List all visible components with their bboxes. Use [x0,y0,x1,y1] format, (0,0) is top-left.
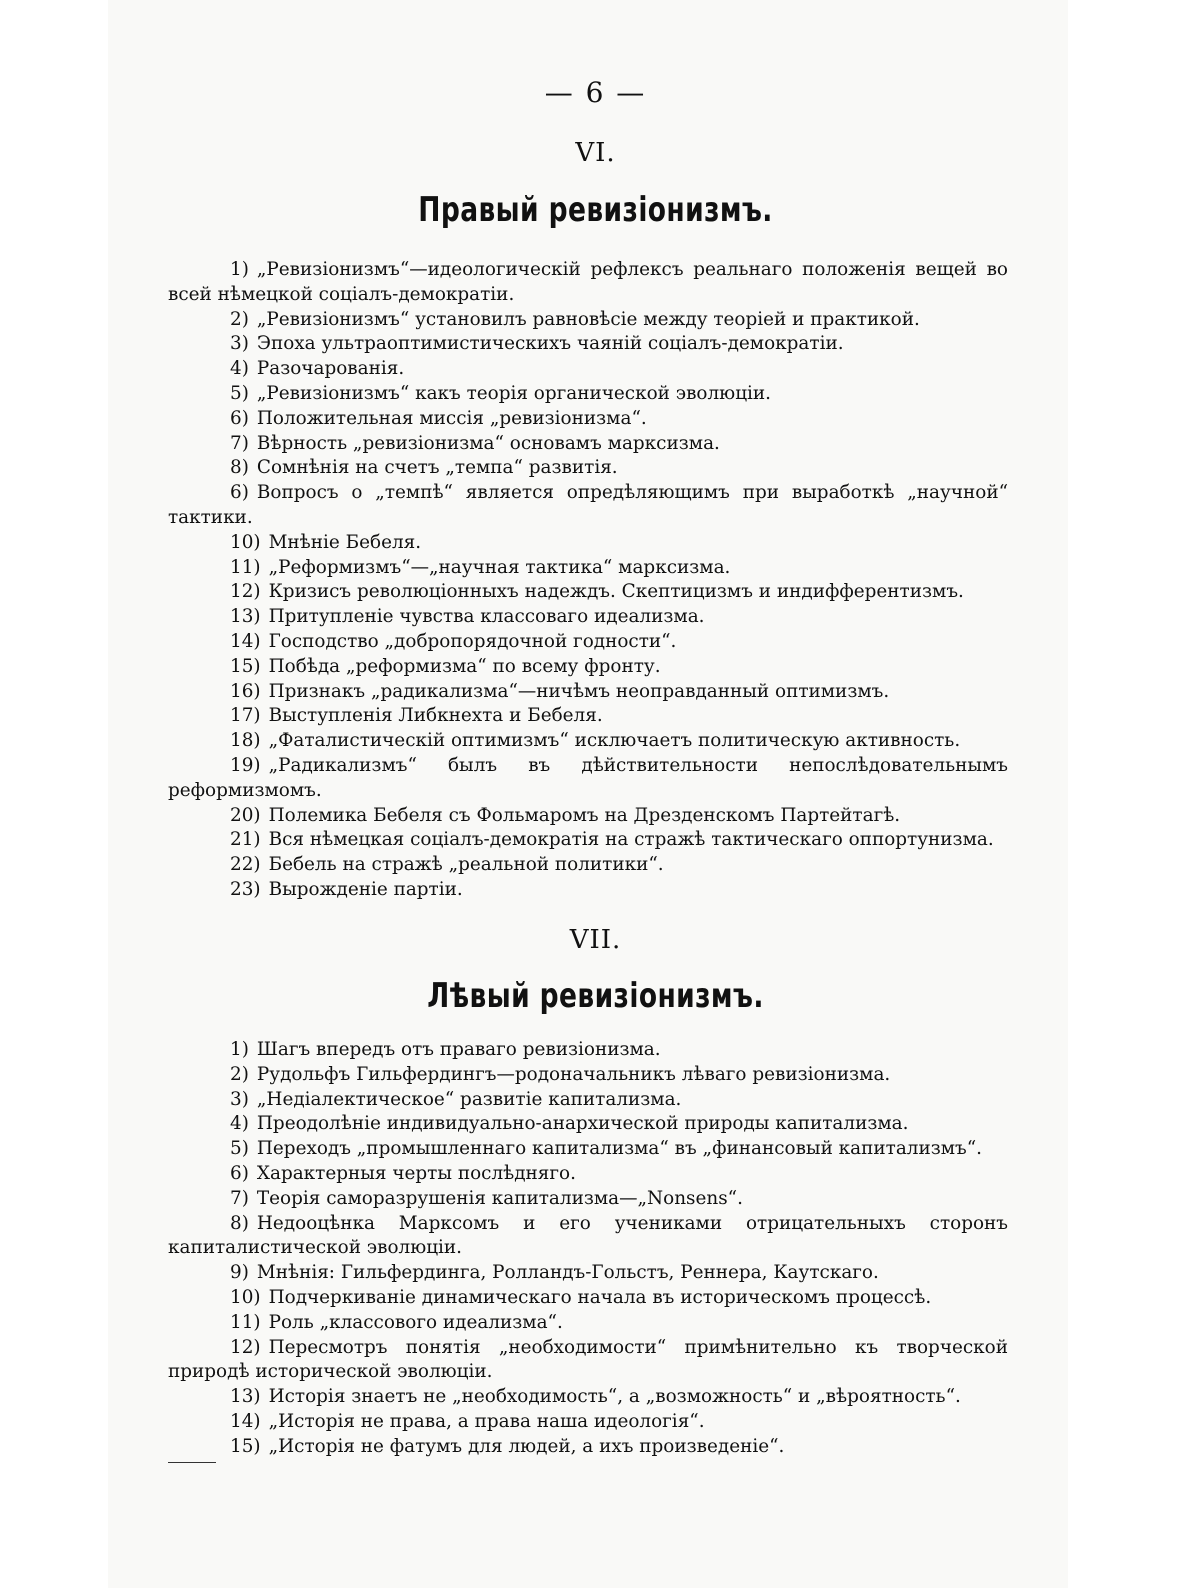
list-item [168,481,1008,531]
item-text: Положительная миссія „ревизіонизма“. [256,407,647,429]
item-text: „Ревизіонизмъ“ какъ теорія органической эволюціи. [256,382,772,404]
item-number: 6) [230,482,249,504]
list-item [168,556,1008,581]
item-number: 17) [230,705,261,727]
list-item [168,1336,1008,1386]
list-item [168,853,1008,878]
item-number: 4) [230,1113,249,1135]
section-6-list [168,258,1008,903]
item-number: 20) [230,804,261,826]
section-7-numeral: VII. [569,925,622,955]
item-number: 1) [230,1039,249,1060]
item-text: Рудольфъ Гильфердингъ—родоначальникъ лѣваго ревизіонизма. [256,1063,891,1085]
list-item [168,1088,1008,1113]
item-text: Характерныя черты послѣдняго. [256,1162,576,1184]
item-text: Бебель на стражѣ „реальной политики“. [268,854,664,876]
list-item [168,1435,1008,1460]
item-text: „Фаталистическій оптимизмъ“ исключаетъ политическую активность. [268,730,961,752]
item-number: 6) [230,407,249,429]
item-number: 11) [230,556,261,578]
list-item [168,1162,1008,1187]
list-item [168,1063,1008,1088]
page-number: — 6 — [544,76,647,109]
item-number: 11) [230,1311,261,1333]
item-number: 23) [230,878,261,900]
list-item [168,1261,1008,1286]
list-item [168,258,1008,308]
section-7-title: Лѣвый ревизіонизмъ. [427,976,764,1016]
item-text: „Радикализмъ“ былъ въ дѣйствительности непослѣдовательнымъ реформизмомъ. [168,754,1008,801]
list-item [168,1187,1008,1212]
item-number: 14) [230,1410,261,1432]
item-number: 22) [230,854,261,876]
list-item [168,729,1008,754]
list-item [168,382,1008,407]
item-text: Притупленіе чувства классоваго идеализма. [268,606,705,628]
list-item [168,1385,1008,1410]
list-item [168,1212,1008,1262]
list-item [168,531,1008,556]
list-item [168,680,1008,705]
item-number: 19) [230,754,261,776]
item-text: Переходъ „промышленнаго капитализма“ въ „финансовый капитализмъ“. [256,1138,983,1160]
list-item [168,1137,1008,1162]
section-6-numeral: VI. [575,138,616,168]
section-6-title: Правый ревизіонизмъ. [418,190,773,230]
item-number: 12) [230,1336,261,1358]
item-text: Исторія знаетъ не „необходимость“, а „возможность“ и „вѣроятность“. [268,1386,961,1408]
item-text: Пересмотръ понятія „необходимости“ примѣнительно къ творческой природѣ исторической эволюціи. [168,1336,1008,1383]
section-7-list [168,1038,1008,1460]
item-number: 5) [230,382,249,404]
list-item [168,456,1008,481]
item-number: 13) [230,1386,261,1408]
item-number: 12) [230,581,261,603]
footnote-rule [168,1462,216,1463]
item-text: „Исторія не фатумъ для людей, а ихъ произведеніе“. [268,1435,785,1457]
list-item [168,1286,1008,1311]
list-item [168,407,1008,432]
item-number: 6) [230,1162,249,1184]
item-number: 14) [230,630,261,652]
item-text: Мнѣніе Бебеля. [268,531,422,553]
item-number: 15) [230,1435,261,1457]
item-number: 1) [230,259,249,280]
item-text: Кризисъ революціонныхъ надеждъ. Скептицизмъ и индифферентизмъ. [268,581,964,603]
item-text: „Недіалектическое“ развитіе капитализма. [256,1088,682,1110]
list-item [168,1311,1008,1336]
list-item [168,878,1008,903]
list-item [168,754,1008,804]
item-text: Выступленія Либкнехта и Бебеля. [268,705,603,727]
item-text: „Реформизмъ“—„научная тактика“ марксизма. [268,556,731,578]
item-number: 16) [230,680,261,702]
item-number: 10) [230,531,261,553]
item-text: Подчеркиваніе динамическаго начала въ историческомъ процессѣ. [268,1286,932,1308]
item-text: „Ревизіонизмъ“ установилъ равновѣсіе между теоріей и практикой. [256,308,920,330]
item-text: „Исторія не права, а права наша идеологія“. [268,1410,705,1432]
list-item [168,332,1008,357]
item-text: Недооцѣнка Марксомъ и его учениками отрицательныхъ сторонъ капиталистической эволюціи. [168,1212,1008,1259]
list-item [168,357,1008,382]
item-number: 21) [230,829,261,851]
item-text: Полемика Бебеля съ Фольмаромъ на Дрезденскомъ Партейтагѣ. [268,804,901,826]
list-item [168,1112,1008,1137]
item-text: Вѣрность „ревизіонизма“ основамъ марксизма. [256,432,720,454]
list-item [168,308,1008,333]
item-number: 3) [230,333,249,355]
item-text: Вся нѣмецкая соціалъ-демократія на стражѣ тактическаго оппортунизма. [268,829,994,851]
item-number: 13) [230,606,261,628]
list-item [168,432,1008,457]
item-text: Мнѣнія: Гильфердинга, Ролландъ-Гольстъ, Реннера, Каутскаго. [256,1262,879,1284]
list-item [168,655,1008,680]
list-item [168,580,1008,605]
item-text: Эпоха ультраоптимистическихъ чаяній соціалъ-демократіи. [256,333,844,355]
list-item [168,1038,1008,1063]
list-item [168,828,1008,853]
item-number: 15) [230,655,261,677]
item-text: Шагъ впередъ отъ праваго ревизіонизма. [256,1039,661,1060]
list-item [168,804,1008,829]
item-text: Роль „классового идеализма“. [268,1311,563,1333]
item-number: 10) [230,1286,261,1308]
item-number: 5) [230,1138,249,1160]
list-item [168,630,1008,655]
item-number: 8) [230,457,249,479]
item-number: 8) [230,1212,249,1234]
item-number: 3) [230,1088,249,1110]
item-number: 7) [230,432,249,454]
item-text: „Ревизіонизмъ“—идеологическій рефлексъ реальнаго положенія вещей во всей нѣмецкой соціалъ-демократіи. [168,259,1008,305]
item-number: 4) [230,358,249,380]
item-text: Признакъ „радикализма“—ничѣмъ неоправданный оптимизмъ. [268,680,890,702]
item-text: Вопросъ о „темпѣ“ является опредѣляющимъ при выработкѣ „научной“ тактики. [168,482,1008,528]
item-text: Господство „добропорядочной годности“. [268,630,677,652]
list-item [168,605,1008,630]
item-number: 7) [230,1187,249,1209]
item-text: Побѣда „реформизма“ по всему фронту. [268,655,661,677]
item-text: Сомнѣнія на счетъ „темпа“ развитія. [256,457,618,479]
item-text: Теорія саморазрушенія капитализма—„Nonsens“. [256,1187,743,1209]
item-number: 9) [230,1262,249,1284]
list-item [168,704,1008,729]
item-number: 2) [230,1063,249,1085]
item-text: Преодолѣніе индивидуально-анархической природы капитализма. [256,1113,909,1135]
list-item [168,1410,1008,1435]
item-text: Вырожденіе партіи. [268,878,463,900]
item-text: Разочарованія. [256,358,405,380]
item-number: 2) [230,308,249,330]
item-number: 18) [230,730,261,752]
